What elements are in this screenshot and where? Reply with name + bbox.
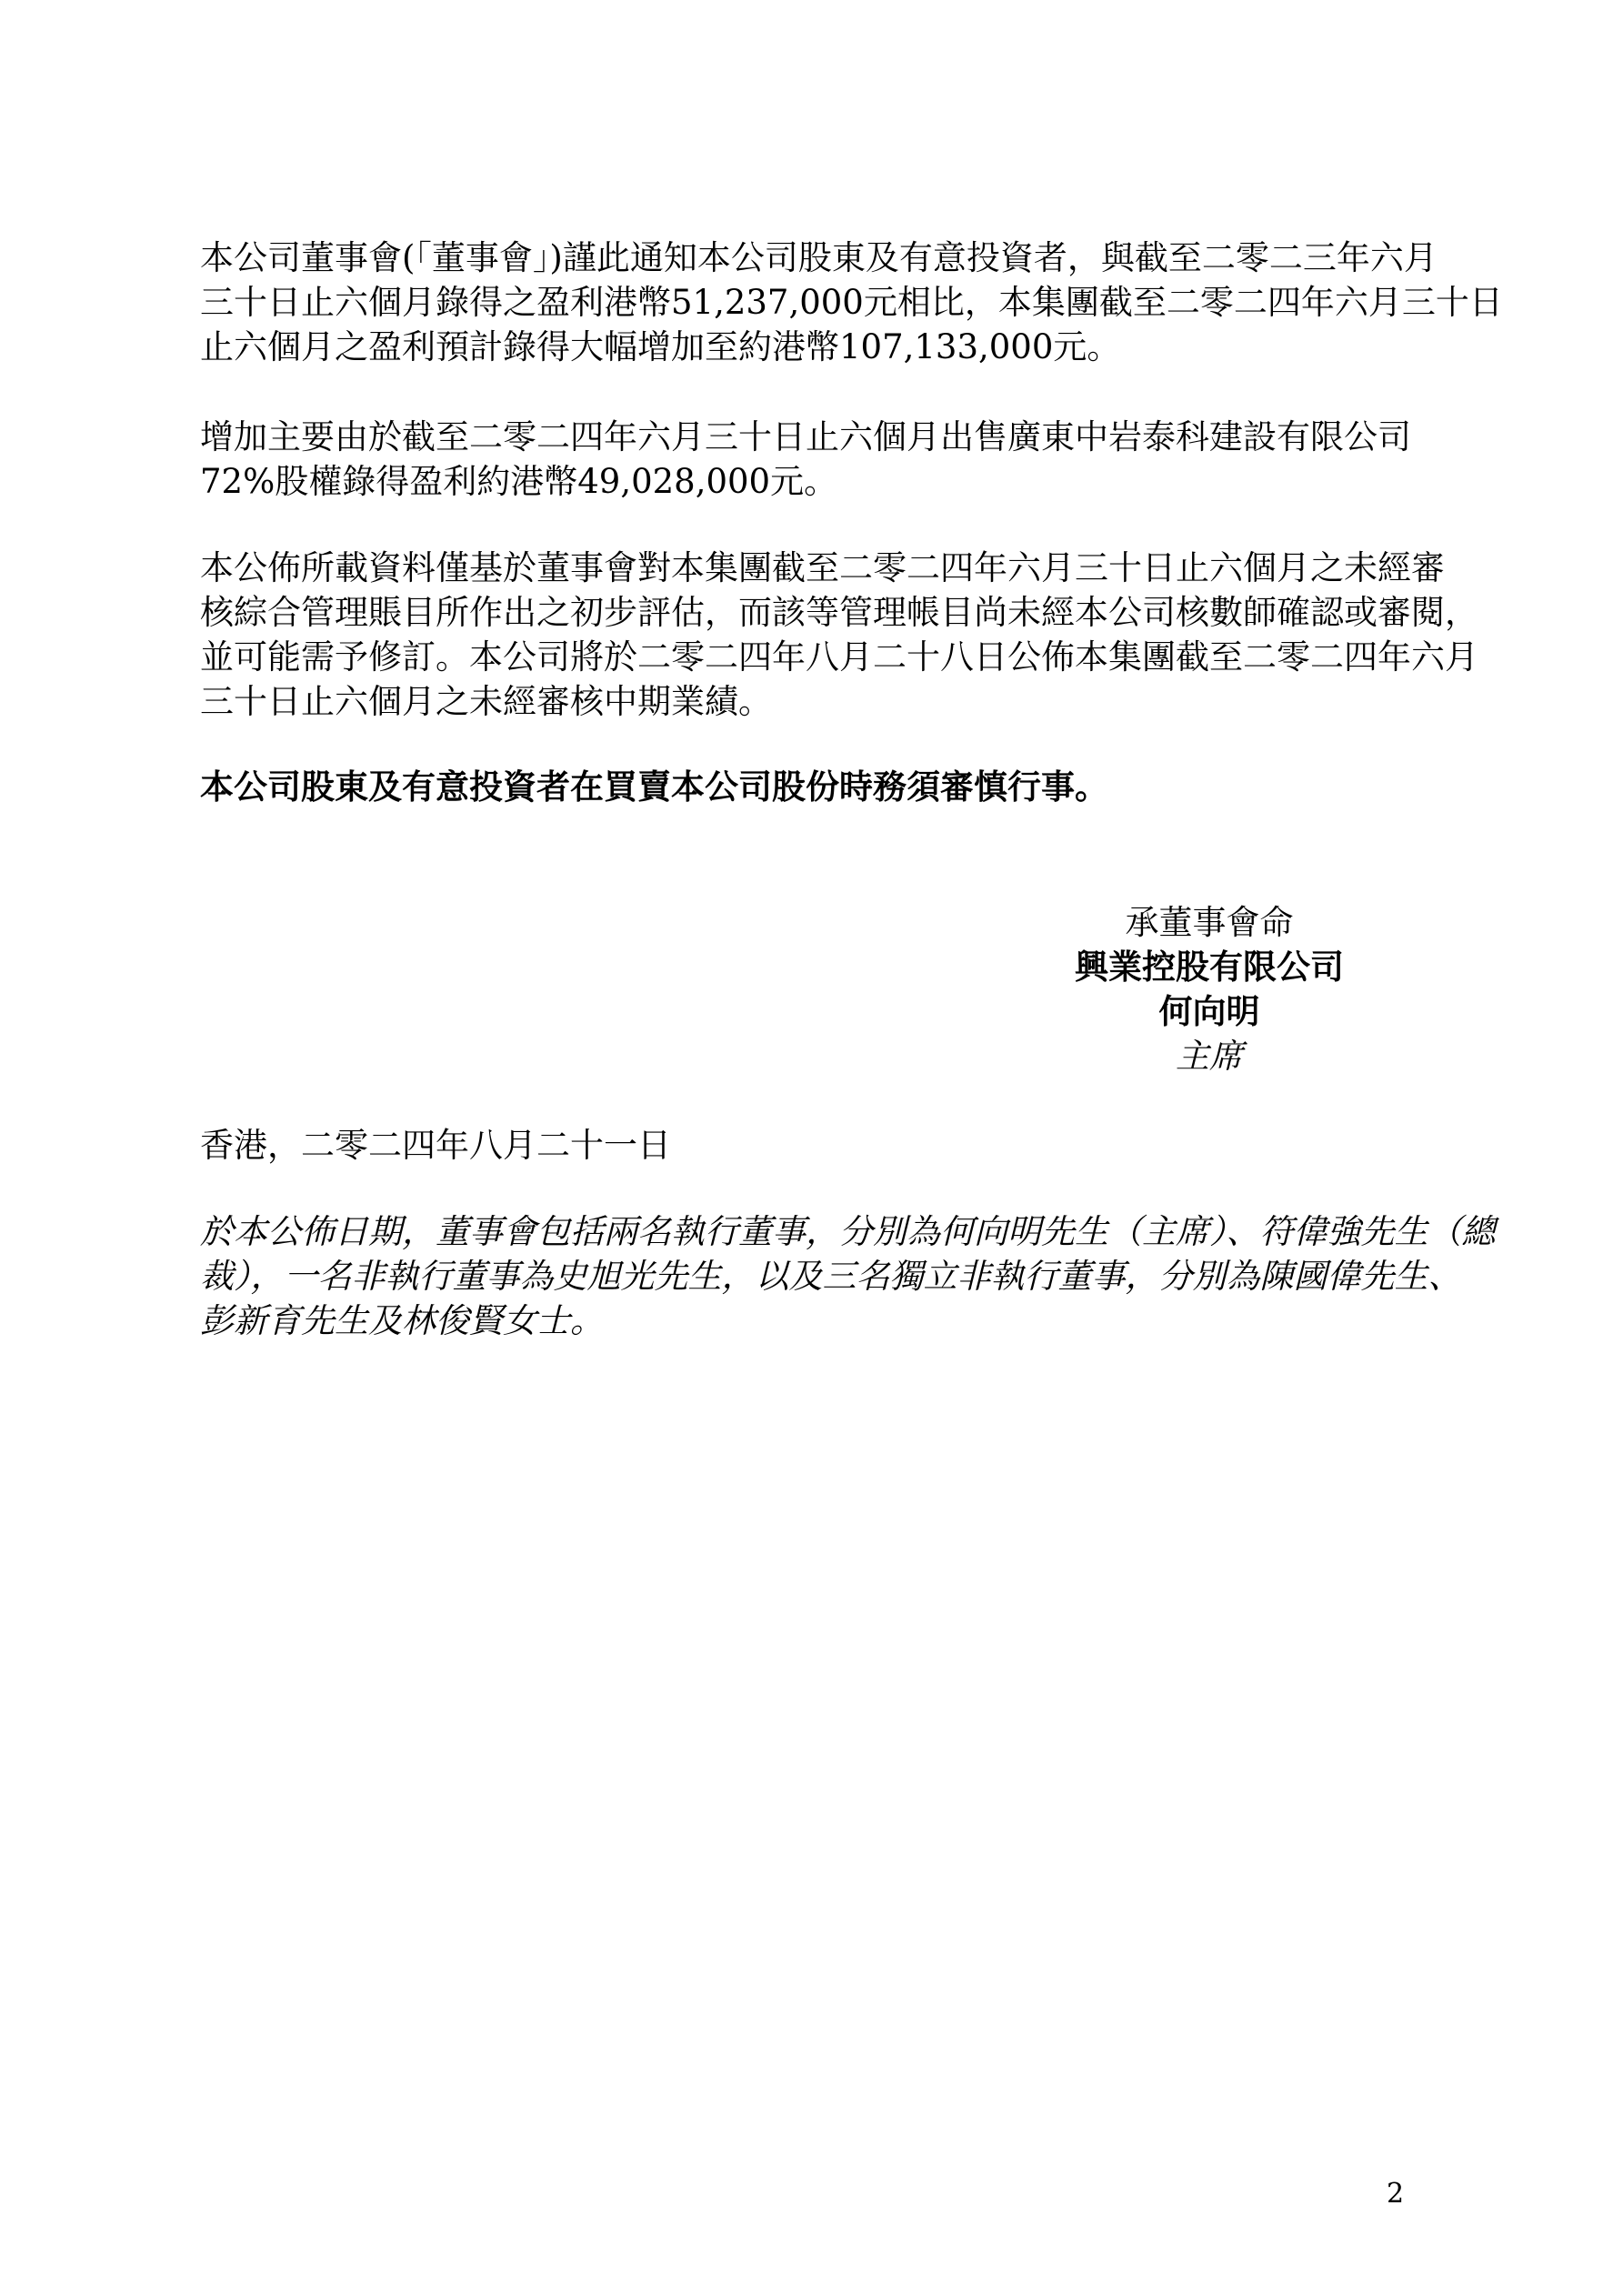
- paragraph-line: 本公司股東及有意投資者在買賣本公司股份時務須審慎行事。: [200, 767, 1108, 807]
- paragraph-line: 裁），一名非執行董事為史旭光先生，以及三名獨立非執行董事，分別為陳國偉先生、: [200, 1257, 1462, 1296]
- profit-increase-paragraph: [200, 236, 1503, 369]
- date-line: 香港，二零二四年八月二十一日: [200, 1126, 671, 1165]
- paragraph-line: 並可能需予修訂。本公司將於二零二四年八月二十八日公佈本集團截至二零二四年六月: [200, 637, 1478, 677]
- company-name: 興業控股有限公司: [1075, 947, 1344, 987]
- paragraph-line: 增加主要由於截至二零二四年六月三十日止六個月出售廣東中岩泰科建設有限公司: [200, 417, 1411, 456]
- paragraph-line: 三十日止六個月之未經審核中期業績。: [200, 682, 772, 721]
- signature-block: [1073, 900, 1346, 1078]
- by-order-text: 承董事會命: [1125, 903, 1294, 942]
- paragraph-line: 止六個月之盈利預計錄得大幅增加至約港幣107,133,000元。: [200, 327, 1121, 366]
- caution-paragraph: [200, 765, 1437, 809]
- paragraph-line: 72%股權錄得盈利約港幣49,028,000元。: [200, 462, 838, 501]
- page-number: 2: [1387, 2178, 1405, 2210]
- paragraph-line: 彭新育先生及林俊賢女士。: [200, 1301, 604, 1340]
- paragraph-line: 於本公佈日期，董事會包括兩名執行董事，分別為何向明先生（主席）、符偉強先生（總: [200, 1212, 1496, 1251]
- paragraph-line: 本公司董事會(「董事會」)謹此通知本公司股東及有意投資者，與截至二零二三年六月: [200, 238, 1438, 277]
- directors-paragraph: [200, 1209, 1496, 1343]
- paragraph-line: 三十日止六個月錄得之盈利港幣51,237,000元相比，本集團截至二零二四年六月三十日: [200, 283, 1503, 322]
- signatory-title: 主席: [1176, 1037, 1243, 1076]
- signatory-name: 何向明: [1158, 991, 1260, 1031]
- preliminary-assessment-paragraph: [200, 546, 1478, 724]
- increase-reason-paragraph: [200, 415, 1437, 504]
- paragraph-line: 本公佈所載資料僅基於董事會對本集團截至二零二四年六月三十日止六個月之未經審: [200, 548, 1445, 587]
- paragraph-line: 核綜合管理賬目所作出之初步評估，而該等管理帳目尚未經本公司核數師確認或審閱，: [200, 593, 1478, 632]
